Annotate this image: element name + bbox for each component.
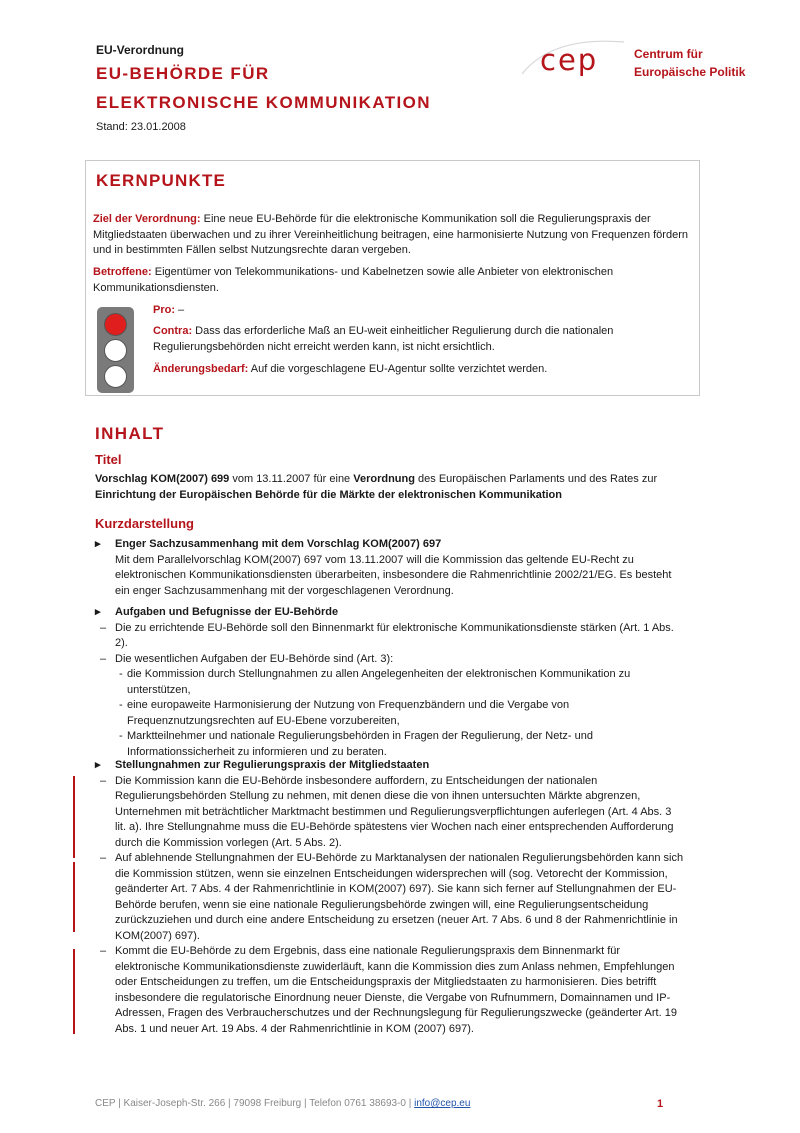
aenderungsbedarf-label: Änderungsbedarf:: [153, 363, 249, 375]
red-light-icon: [104, 313, 127, 336]
green-light-icon: [104, 365, 127, 388]
betroffene-label: Betroffene:: [93, 266, 152, 278]
betroffene-text: Eigentümer von Telekommunikations- und Kabelnetzen sowie alle Anbieter von elektronischen Kommunikationsdiensten.: [93, 266, 614, 294]
logo-line-1: Centrum für: [634, 47, 703, 61]
footer-email-link[interactable]: info@cep.eu: [414, 1098, 471, 1109]
revision-bar: [73, 862, 75, 932]
titel-part: vom 13.11.2007 für eine: [229, 473, 354, 485]
section-aufgaben: [95, 605, 685, 760]
kernpunkte-box: [85, 160, 700, 396]
pro-text: –: [175, 304, 185, 316]
aenderungsbedarf-paragraph: [153, 362, 688, 378]
section-title: ▸ Aufgaben und Befugnisse der EU-Behörde: [95, 605, 685, 621]
titel-text: [95, 472, 685, 503]
document-title-line1: EU-BEHÖRDE FÜR: [96, 64, 270, 83]
betroffene-paragraph: [93, 265, 688, 296]
document-title-line2: ELEKTRONISCHE KOMMUNIKATION: [96, 93, 431, 112]
titel-heading: Titel: [95, 452, 122, 467]
section-title: ▸ Enger Sachzusammenhang mit dem Vorschlag KOM(2007) 697: [95, 537, 685, 553]
list-item: – Die Kommission kann die EU-Behörde insbesondere auffordern, zu Entscheidungen der nationalen Regulierungsbehörden Stellung zu nehmen, mit denen diese die von ihnen untersuchten Märkte abgrenzen, Unternehmen mit beträchtlicher Marktmacht bestimmen und Regulierungsverpflichtungen auferlegen (Art. 4 Abs. 3 lit. a). Ihre Stellungnahme muss die EU-Behörde spätestens vier Wochen nach einer entsprechenden Aufforderung durch die Kommission vorlegen (Art. 5 Abs. 2).: [95, 774, 685, 852]
pro-label: Pro:: [153, 304, 175, 316]
contra-paragraph: [153, 324, 688, 355]
ziel-text: Eine neue EU-Behörde für die elektronische Kommunikation soll die Regulierungspraxis der Mitgliedstaaten überwachen und zu ihrer Vereinheitlichung beitragen, eine harmonisierte Nutzung von Frequenzen fördern und in bestimmten Fällen selbst Nutzungsrechte daran vergeben.: [93, 213, 688, 256]
titel-part: des Europäischen Parlaments und des Rates zur: [414, 473, 658, 485]
pro-paragraph: [153, 303, 688, 319]
section-sachzusammenhang: [95, 537, 685, 599]
section-title: ▸ Stellungnahmen zur Regulierungspraxis der Mitgliedstaaten: [95, 758, 685, 774]
kernpunkte-heading: KERNPUNKTE: [96, 171, 227, 190]
inhalt-heading: INHALT: [95, 424, 165, 443]
document-date: Stand: 23.01.2008: [96, 121, 186, 133]
document-kicker: EU-Verordnung: [96, 43, 185, 57]
list-item: – Kommt die EU-Behörde zu dem Ergebnis, dass eine nationale Regulierungspraxis dem Binnenmarkt für elektronische Kommunikationsdienste zuwiderläuft, kann die Kommission dies zum Anlass nehmen, Empfehlungen oder Entscheidungen zu treffen, um die Entscheidungspraxis der Mitgliedstaaten zu harmonisieren. Dies betrifft insbesondere die regulatorische Einordnung neuer Dienste, die Vergabe von Rufnummern, Domainnamen und IP-Adressen, Fragen des Verbraucherschutzes und der Rechnungslegung für Regulierungszwecke (geänderter Art. 19 Abs. 1 und neuer Art. 19 Abs. 4 der Rahmenrichtlinie in KOM (2007) 697).: [95, 944, 685, 1037]
revision-bar: [73, 949, 75, 1034]
titel-subject: Einrichtung der Europäischen Behörde für die Märkte der elektronischen Kommunikation: [95, 488, 562, 501]
revision-bar: [73, 776, 75, 858]
footer: [95, 1098, 470, 1109]
contra-text: Dass das erforderliche Maß an EU-weit einheitlicher Regulierung durch die nationalen Regulierungsbehörden nicht erreicht werden kann, ist nicht ersichtlich.: [153, 325, 614, 353]
footer-address: CEP | Kaiser-Joseph-Str. 266 | 79098 Freiburg | Telefon 0761 38693-0 |: [95, 1098, 415, 1109]
contra-label: Contra:: [153, 325, 193, 337]
logo-line-2: Europäische Politik: [634, 65, 746, 79]
yellow-light-icon: [104, 339, 127, 362]
list-item: – Die wesentlichen Aufgaben der EU-Behörde sind (Art. 3):: [95, 652, 685, 668]
traffic-light-icon: [97, 307, 134, 393]
titel-proposal: Vorschlag KOM(2007) 699: [95, 473, 230, 485]
sub-list-item: - Marktteilnehmer und nationale Regulierungsbehörden in Fragen der Regulierung, der Netz- und Informationssicherheit zu informieren und zu beraten.: [95, 729, 685, 760]
section-body: Mit dem Parallelvorschlag KOM(2007) 697 vom 13.11.2007 will die Kommission das geltende EU-Recht zu elektronischen Kommunikationsdiensten überarbeiten, insbesondere die Rahmenrichtlinie 2002/21/EG. Es besteht ein enger Sachzusammenhang mit der vorgeschlagenen Verordnung.: [115, 553, 672, 597]
kurzdarstellung-heading: Kurzdarstellung: [95, 516, 194, 531]
sub-list-item: - eine europaweite Harmonisierung der Nutzung von Frequenzbändern und die Vergabe von Frequenznutzungsrechten auf EU-Ebene vorzubereiten,: [95, 698, 685, 729]
aenderungsbedarf-text: Auf die vorgeschlagene EU-Agentur sollte verzichtet werden.: [248, 363, 548, 375]
titel-verordnung: Verordnung: [353, 473, 415, 485]
sub-list-item: - die Kommission durch Stellungnahmen zu allen Angelegenheiten der elektronischen Kommunikation zu unterstützen,: [95, 667, 685, 698]
ziel-paragraph: [93, 212, 688, 259]
ziel-label: Ziel der Verordnung:: [93, 213, 201, 225]
cep-logo-mark: cep: [540, 43, 599, 77]
list-item: – Die zu errichtende EU-Behörde soll den Binnenmarkt für elektronische Kommunikationsdienste stärken (Art. 1 Abs. 2).: [95, 621, 685, 652]
cep-logo-text: [634, 45, 745, 81]
section-stellungnahmen: [95, 758, 685, 1037]
page-number: 1: [657, 1098, 664, 1110]
list-item: – Auf ablehnende Stellungnahmen der EU-Behörde zu Marktanalysen der nationalen Regulierungsbehörden kann sich die Kommission stützen, wenn sie einzelnen Entscheidungen widersprechen will (sog. Vetorecht der Kommission, geänderter Art. 7 Abs. 4 der Rahmenrichtlinie in KOM(2007) 697). Sie kann sich ferner auf Stellungnahmen der EU-Behörde berufen, wenn sie eine nationale Regulierungsbehörde zwingen will, eine Regulierungsentscheidung zurückzuziehen und durch eine andere Entscheidung zu ersetzen (neuer Art. 7 Abs. 6 und 8 der Rahmenrichtlinie in KOM(2007) 697).: [95, 851, 685, 944]
